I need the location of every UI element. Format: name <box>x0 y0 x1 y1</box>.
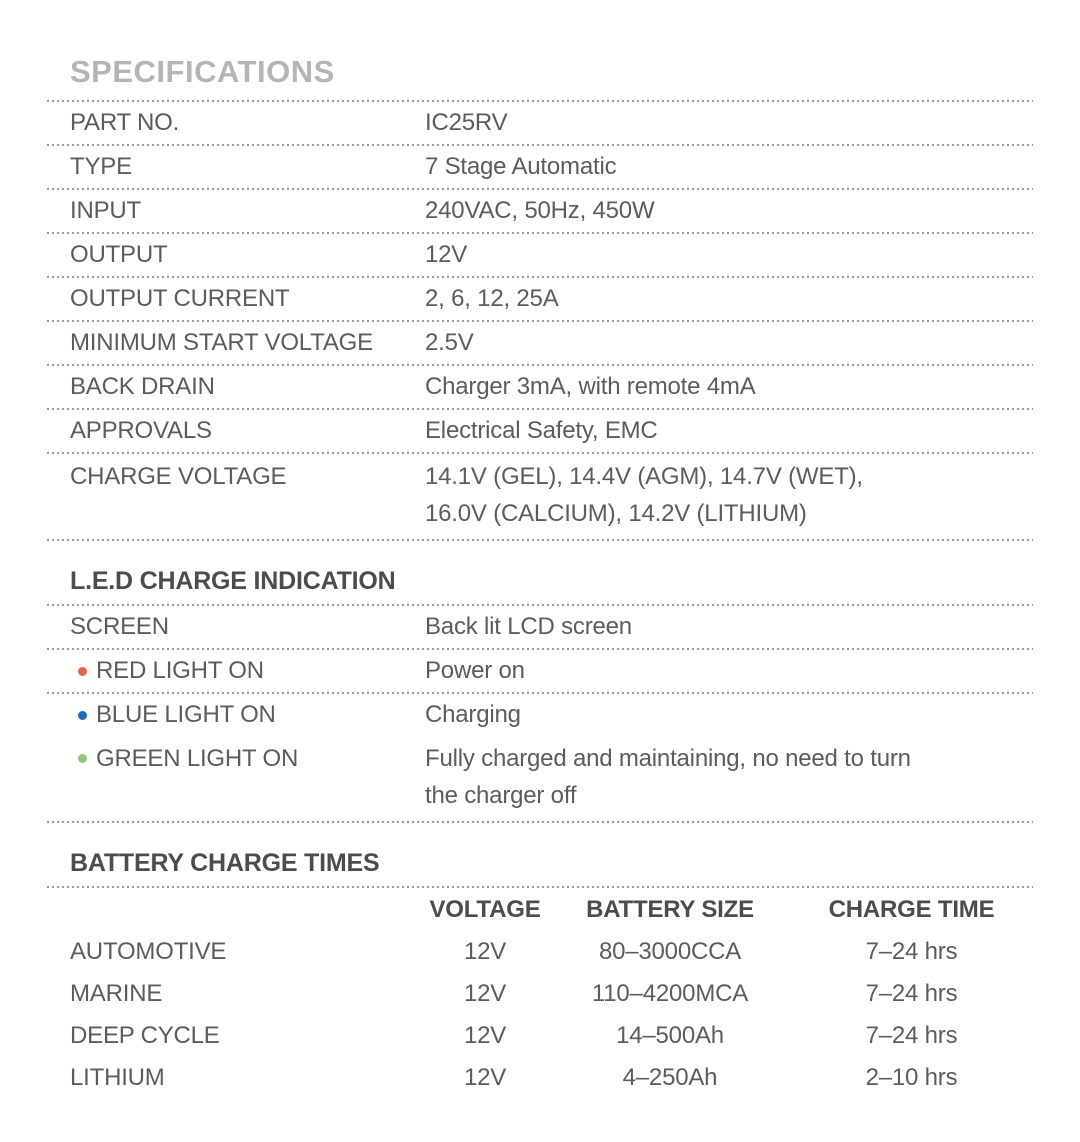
page-title: SPECIFICATIONS <box>70 54 335 89</box>
spec-value: IC25RV <box>425 109 508 136</box>
led-indication-table <box>47 604 1033 823</box>
charge-times-row-lithium <box>47 1057 1033 1099</box>
spec-row-output <box>47 234 1033 276</box>
spec-label <box>70 657 425 685</box>
voltage-cell: 12V <box>463 938 507 965</box>
spec-label: SCREEN <box>70 613 169 640</box>
spec-row-approvals <box>47 410 1033 452</box>
spec-label: OUTPUT CURRENT <box>70 285 290 312</box>
spec-value: 2, 6, 12, 25A <box>425 285 559 312</box>
green-led-dot-icon <box>78 754 87 763</box>
voltage-cell: 12V <box>463 980 507 1007</box>
spec-value <box>425 740 1033 814</box>
spec-label <box>70 740 425 777</box>
spec-value: 2.5V <box>425 329 474 356</box>
voltage-cell: 12V <box>463 1064 507 1091</box>
led-row-screen <box>47 606 1033 648</box>
led-indication-title: L.E.D CHARGE INDICATION <box>70 567 396 595</box>
led-label-text: BLUE LIGHT ON <box>96 701 276 728</box>
led-label-text: RED LIGHT ON <box>96 657 264 684</box>
spec-label: OUTPUT <box>70 241 168 268</box>
spec-value-line: 16.0V (CALCIUM), 14.2V (LITHIUM) <box>425 500 807 527</box>
spec-label: APPROVALS <box>70 417 212 444</box>
spec-label: BACK DRAIN <box>70 373 215 400</box>
spec-row-input <box>47 190 1033 232</box>
row-label: AUTOMOTIVE <box>70 938 227 965</box>
spec-row-min-start-voltage <box>47 322 1033 364</box>
blue-led-dot-icon <box>78 711 87 720</box>
spec-value: Charging <box>425 701 521 728</box>
spec-value: 7 Stage Automatic <box>425 153 617 180</box>
led-row-green <box>47 736 1033 821</box>
column-header-charge-time: CHARGE TIME <box>828 895 995 923</box>
spec-value: Charger 3mA, with remote 4mA <box>425 373 756 400</box>
column-header-voltage: VOLTAGE <box>429 895 541 923</box>
battery-size-cell: 14–500Ah <box>616 1022 724 1049</box>
spec-label: MINIMUM START VOLTAGE <box>70 329 373 356</box>
spec-value: Electrical Safety, EMC <box>425 417 658 444</box>
charge-times-row-marine <box>47 973 1033 1015</box>
spec-label: CHARGE VOLTAGE <box>70 463 287 490</box>
charge-time-cell: 7–24 hrs <box>865 980 958 1007</box>
spec-row-back-drain <box>47 366 1033 408</box>
spec-value: 12V <box>425 241 468 268</box>
charge-times-title: BATTERY CHARGE TIMES <box>70 849 380 877</box>
charge-time-cell: 7–24 hrs <box>865 1022 958 1049</box>
spec-label: TYPE <box>70 153 132 180</box>
row-label: DEEP CYCLE <box>70 1022 220 1049</box>
spec-row-charge-voltage <box>47 454 1033 539</box>
spec-label: PART NO. <box>70 109 180 136</box>
column-header-battery-size: BATTERY SIZE <box>586 895 754 923</box>
spec-label: INPUT <box>70 197 142 224</box>
spec-value-line: Fully charged and maintaining, no need to turn <box>425 745 911 772</box>
spec-row-output-current <box>47 278 1033 320</box>
charge-times-row-automotive <box>47 931 1033 973</box>
led-row-red <box>47 650 1033 692</box>
battery-size-cell: 110–4200MCA <box>591 980 749 1007</box>
red-led-dot-icon <box>78 667 87 676</box>
spec-label <box>70 701 425 729</box>
specifications-table <box>47 100 1033 541</box>
spec-row-part-no <box>47 102 1033 144</box>
spec-value: Power on <box>425 657 525 684</box>
spec-value: 240VAC, 50Hz, 450W <box>425 197 655 224</box>
row-label: MARINE <box>70 980 163 1007</box>
charge-times-header-row <box>47 888 1033 931</box>
spec-row-type <box>47 146 1033 188</box>
divider <box>47 821 1033 823</box>
charge-time-cell: 2–10 hrs <box>865 1064 958 1091</box>
spec-value-line: 14.1V (GEL), 14.4V (AGM), 14.7V (WET), <box>425 463 863 490</box>
charge-time-cell: 7–24 hrs <box>865 938 958 965</box>
spec-value-line: the charger off <box>425 782 577 809</box>
row-label: LITHIUM <box>70 1064 165 1091</box>
voltage-cell: 12V <box>463 1022 507 1049</box>
divider <box>47 539 1033 541</box>
spec-value: Back lit LCD screen <box>425 613 632 640</box>
charge-times-table <box>47 886 1033 1125</box>
charge-times-row-deep-cycle <box>47 1015 1033 1057</box>
battery-size-cell: 80–3000CCA <box>598 938 742 965</box>
led-label-text: GREEN LIGHT ON <box>96 745 299 772</box>
spec-value <box>425 458 1033 532</box>
battery-size-cell: 4–250Ah <box>622 1064 718 1091</box>
led-row-blue <box>47 694 1033 736</box>
